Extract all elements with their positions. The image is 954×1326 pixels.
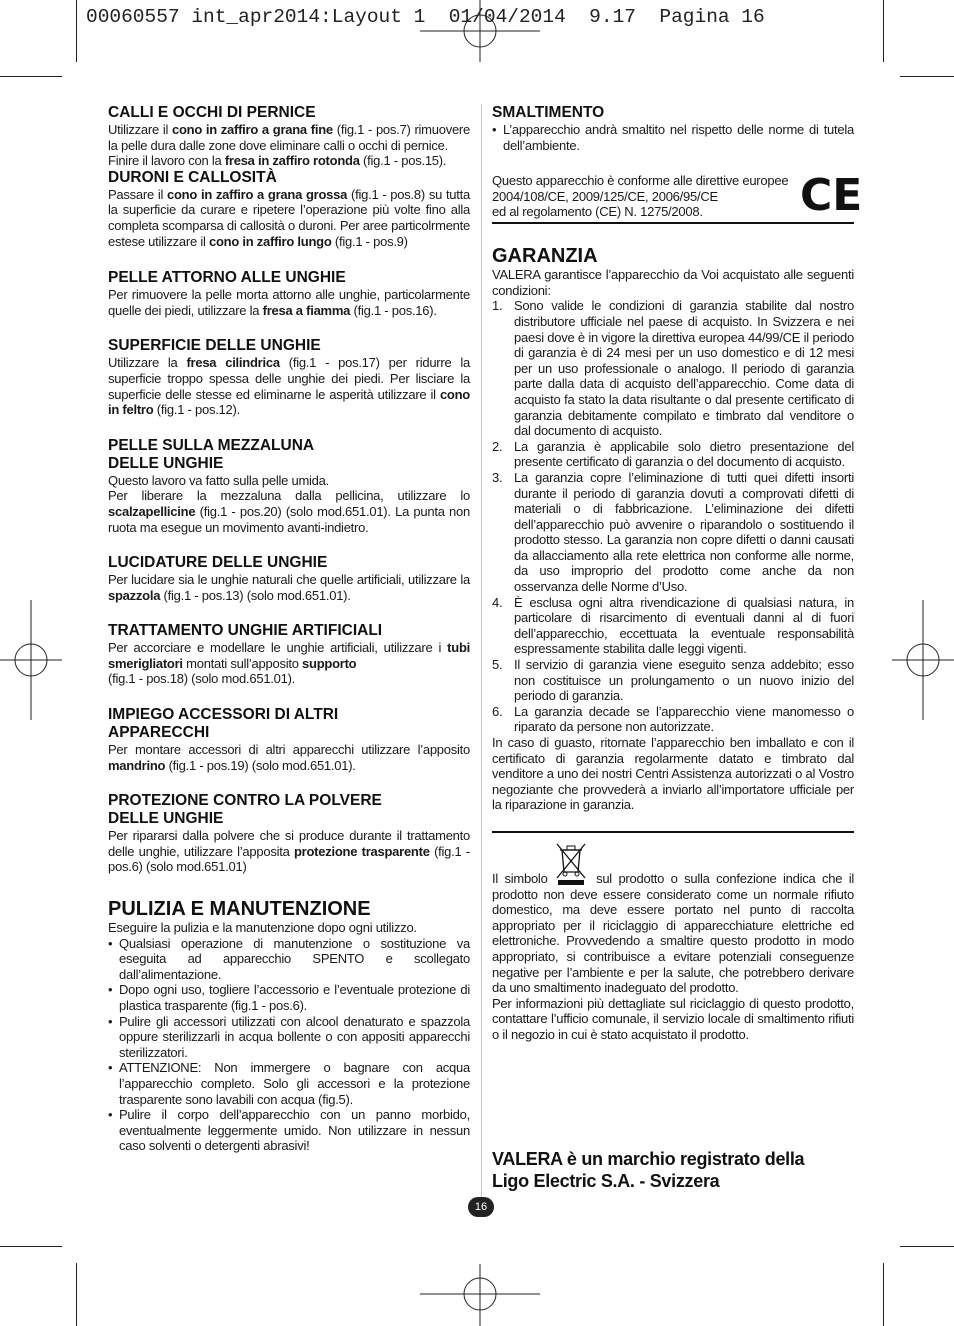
brand-notice: VALERA è un marchio registrato della Ligo Electric S.A. - Svizzera (492, 1149, 805, 1191)
separator (492, 222, 854, 224)
section-pulizia: PULIZIA E MANUTENZIONE Eseguire la pulizia e la manutenzione dopo ogni utilizzo. • Qualsiasi operazione di manutenzione o sostituzione va eseguita ad apparecchio SPENTO e scollegato dall’alimentazione. • Dopo ogni uso, togliere l’accessorio e l’eventuale protezione di plastica trasparente (fig.1 - pos.6). • Pulire gli accessori utilizzati con alcool denaturato e spazzola oppure sterilizzarli in acqua bollente o con appositi apparecchi sterilizzatori. • ATTENZIONE: Non immergere o bagnare con acqua l’apparecchio completo. Solo gli accessori e la protezione trasparente sono lavabili con acqua (fig.5). • Pulire il corpo dell’apparecchio con un panno morbido, eventualmente leggermente umido. Non utilizzare in nessun caso solventi o detergenti abrasivi! (108, 898, 470, 1154)
section-smaltimento (492, 104, 854, 153)
section-garanzia: GARANZIA VALERA garantisce l’apparecchio da Voi acquistato alle seguenti condizioni: 1. Sono valide le condizioni di garanzia stabilite dal nostro distributore ufficiale nel paese di acquisto. In Svizzera e nei paesi dove è in vigore la direttiva europea 44/99/CE il periodo di garanzia è di 24 mesi per un uso domestico e di 12 mesi per un uso professionale o analogo. Il periodo di garanzia parte dalla data di acquisto dell’apparecchio. Come data di acquisto fa stato la data risultante o dal presente certificato di garanzia debitamente compilato e timbrato dal venditore o dal documento di acquisto. 2. La garanzia è applicabile solo dietro presentazione del presente certificato di garanzia o del documento di acquisto. 3. La garanzia copre l’eliminazione di tutti quei difetti insorti durante il periodo di garanzia dovuti a comprovati difetti di materiali o di fabbricazione. L’eliminazione dei difetti dell’apparecchio può avvenire o riparandolo o sostituendo il prodotto stesso. La garanzia non copre difetti o danni causati da allacciamento alla rete elettrica non conforme alle norme, da uso improprio del prodotto come anche da non osservanza delle Norme d’Uso. 4. È esclusa ogni altra rivendicazione di qualsiasi natura, in particolare di risarcimento di eventuali danni al di fuori dell’apparecchio, eccettuata la eventuale responsabilità espressamente stabilita dalle leggi vigenti. 5. Il servizio di garanzia viene eseguito senza addebito; esso non costituisce un prolungamento o un nuovo inizio del periodo di garanzia. 6. La garanzia decade se l’apparecchio viene manomesso o riparato da persone non autorizzate. In caso di guasto, ritornate l’apparecchio ben imballato e con il certificato di garanzia regolarmente datato e timbrato dal venditore a uno dei nostri Centri Assistenza autorizzati o al Vostro negoziante che provvederà a inviarlo all’importatore ufficiale per la riparazione in garanzia. (492, 245, 854, 813)
section-title: PULIZIA E MANUTENZIONE (108, 898, 371, 921)
section-title: APPARECCHI (108, 724, 210, 742)
section-title: DURONI E CALLOSITÀ (108, 168, 277, 186)
section-title: DELLE UNGHIE (108, 810, 224, 828)
section-impiego: IMPIEGO ACCESSORI DI ALTRI APPARECCHI Per montare accessori di altri apparecchi utilizzare l’apposito mandrino (fig.1 - pos.19) (solo mod.651.01). (108, 706, 470, 773)
column-divider (481, 104, 482, 1199)
weee-bin-icon (554, 841, 588, 887)
section-title: IMPIEGO ACCESSORI DI ALTRI (108, 706, 339, 724)
section-simbolo: Il simbolo sul prodotto o sulla confezione indica che il prodotto non deve essere considerato come un normale rifiuto domestico, ma deve essere portato nel punto di raccolta appropriato per il riciclaggio di apparecchiature elettriche ed elettroniche. Provvedendo a smaltire questo prodotto in modo appropriato, si contribuisce a evitare potenziali conseguenze negative per l’ambiente e per la salute, che potrebbero derivare da uno smaltimento inadeguato del prodotto. Per informazioni più dettagliate sul riciclaggio di questo prodotto, contattare l’ufficio comunale, il servizio locale di smaltimento rifiuti o il negozio in cui è stato acquistato il prodotto. (492, 841, 854, 1043)
section-title: DELLE UNGHIE (108, 454, 224, 472)
page-number: 16 (468, 1197, 494, 1217)
list-item: 3. La garanzia copre l’eliminazione di tutti quei difetti insorti durante il periodo di garanzia dovuti a comprovati difetti di materiali o di fabbricazione. L’eliminazione dei difetti dell’apparecchio può avvenire o riparandolo o sostituendo il prodotto stesso. La garanzia non copre difetti o danni causati da allacciamento alla rete elettrica non conforme alle norme, da uso improprio del prodotto come anche da non osservanza delle Norme d’Uso. (492, 469, 854, 595)
list-item: 6. La garanzia decade se l’apparecchio viene manomesso o riparato da persone non autorizzate. (492, 703, 854, 735)
section-title: PROTEZIONE CONTRO LA POLVERE (108, 792, 382, 810)
list-item: • ATTENZIONE: Non immergere o bagnare con acqua l’apparecchio completo. Solo gli accessori e la protezione trasparente sono lavabili con acqua (fig.5). (108, 1060, 470, 1107)
registration-mark-right (890, 600, 954, 720)
list-item: 5. Il servizio di garanzia viene eseguito senza addebito; esso non costituisce un prolungamento o un nuovo inizio del periodo di garanzia. (492, 657, 854, 704)
registration-mark-bottom (420, 1262, 540, 1326)
list-item: 4. È esclusa ogni altra rivendicazione di qualsiasi natura, in particolare di risarcimento di eventuali danni al di fuori dell’apparecchio, eccettuata la eventuale responsabilità espressamente stabilita dalle leggi vigenti. (492, 594, 854, 657)
section-title: PELLE ATTORNO ALLE UNGHIE (108, 269, 346, 287)
section-title: GARANZIA (492, 245, 598, 268)
section-title: SUPERFICIE DELLE UNGHIE (108, 337, 321, 355)
section-title: PELLE SULLA MEZZALUNA (108, 436, 315, 454)
section-mezzaluna: PELLE SULLA MEZZALUNA DELLE UNGHIE Questo lavoro va fatto sulla pelle umida. Per liberare la mezzaluna dalla pellicina, utilizzare lo scalzapellicine (fig.1 - pos.20) (solo mod.651.01). La punta non ruota ma esegue un movimento avanti-indietro. (108, 436, 470, 535)
registration-mark-top (420, 0, 540, 66)
pulizia-list (108, 936, 470, 1154)
section-title: SMALTIMENTO (492, 104, 605, 121)
left-column (108, 104, 470, 1154)
section-duroni: DURONI E CALLOSITÀ Passare il cono in zaffiro a grana grossa (fig.1 - pos.8) su tutta la superficie da curare e ripetere l’operazione più volte fino alla completa scomparsa di callosità o duroni. Per aree particolrmente estese utilizzare il cono in zaffiro lungo (fig.1 - pos.9) (108, 168, 470, 249)
section-protezione: PROTEZIONE CONTRO LA POLVERE DELLE UNGHIE Per ripararsi dalla polvere che si produce durante il trattamento delle unghie, utilizzare l’apposita protezione trasparente (fig.1 - pos.6) (solo mod.651.01) (108, 792, 470, 875)
list-item: • Pulire il corpo dell’apparecchio con un panno morbido, eventualmente leggermente umido. Non utilizzare in nessun caso solventi o detergenti abrasivi! (108, 1107, 470, 1154)
section-pelle-attorno: PELLE ATTORNO ALLE UNGHIE Per rimuovere la pelle morta attorno alle unghie, particolarmente quelle dei piedi, utilizzare la fresa a fiamma (fig.1 - pos.16). (108, 269, 470, 318)
registration-mark-left (0, 600, 64, 720)
section-conformita: Questo apparecchio è conforme alle direttive europee 2004/108/CE, 2009/125/CE, 2006/95/CE ed al regolamento (CE) N. 1275/2008. CE (492, 170, 863, 222)
list-item: • Pulire gli accessori utilizzati con alcool denaturato e spazzola oppure sterilizzarli in acqua bollente o con appositi apparecchi sterilizzatori. (108, 1013, 470, 1060)
list-item: • Qualsiasi operazione di manutenzione o sostituzione va eseguita ad apparecchio SPENTO e scollegato dall’alimentazione. (108, 935, 470, 982)
list-item: 1. Sono valide le condizioni di garanzia stabilite dal nostro distributore ufficiale nel paese di acquisto. In Svizzera e nei paesi dove è in vigore la direttiva europea 44/99/CE il periodo di garanzia è di 24 mesi per un uso domestico e di 12 mesi per un uso professionale o analogo. Il periodo di garanzia parte dalla data di acquisto dell’apparecchio. Come data di acquisto fa stato la data risultante o dal presente certificato di garanzia debitamente compilato e timbrato dal venditore o dal documento di acquisto. (492, 298, 854, 439)
section-trattamento: TRATTAMENTO UNGHIE ARTIFICIALI Per accorciare e modellare le unghie artificiali, utilizzare i tubi smerigliatori montati sull’apposito supporto (fig.1 - pos.18) (solo mod.651.01). (108, 622, 470, 687)
section-calli: CALLI E OCCHI DI PERNICE Utilizzare il cono in zaffiro a grana fine (fig.1 - pos.7) rimuovere la pelle dura dalle zone dove eliminare calli o occhi di pernice. Finire il lavoro con la fresa in zaffiro rotonda (fig.1 - pos.15). (108, 104, 470, 169)
right-column (492, 104, 863, 1191)
section-lucidature: LUCIDATURE DELLE UNGHIE Per lucidare sia le unghie naturali che quelle artificiali, utilizzare la spazzola (fig.1 - pos.13) (solo mod.651.01). (108, 554, 470, 603)
section-title: TRATTAMENTO UNGHIE ARTIFICIALI (108, 622, 383, 640)
list-item: 2. La garanzia è applicabile solo dietro presentazione del presente certificato di garanzia o del documento di acquisto. (492, 438, 854, 470)
section-superficie: SUPERFICIE DELLE UNGHIE Utilizzare la fresa cilindrica (fig.1 - pos.17) per ridurre la superficie troppo spessa delle unghie dei piedi. Per lisciare la superficie delle stesse ed eliminarne le asperità utilizzare il cono in feltro (fig.1 - pos.12). (108, 337, 471, 418)
section-title: LUCIDATURE DELLE UNGHIE (108, 554, 328, 572)
list-item: • Dopo ogni uso, togliere l’accessorio e l’eventuale protezione di plastica trasparente (fig.1 - pos.6). (108, 982, 470, 1013)
svg-text:CE: CE (800, 170, 863, 222)
list-item: • L’apparecchio andrà smaltito nel rispetto delle norme di tutela dell’ambiente. (492, 122, 854, 153)
print-header: 00060557 int_apr2014:Layout 1 01/04/2014 9.17 Pagina 16 (86, 6, 765, 28)
ce-mark-icon (800, 170, 863, 222)
section-title: CALLI E OCCHI DI PERNICE (108, 104, 316, 121)
garanzia-list (492, 298, 854, 735)
separator (492, 831, 854, 833)
